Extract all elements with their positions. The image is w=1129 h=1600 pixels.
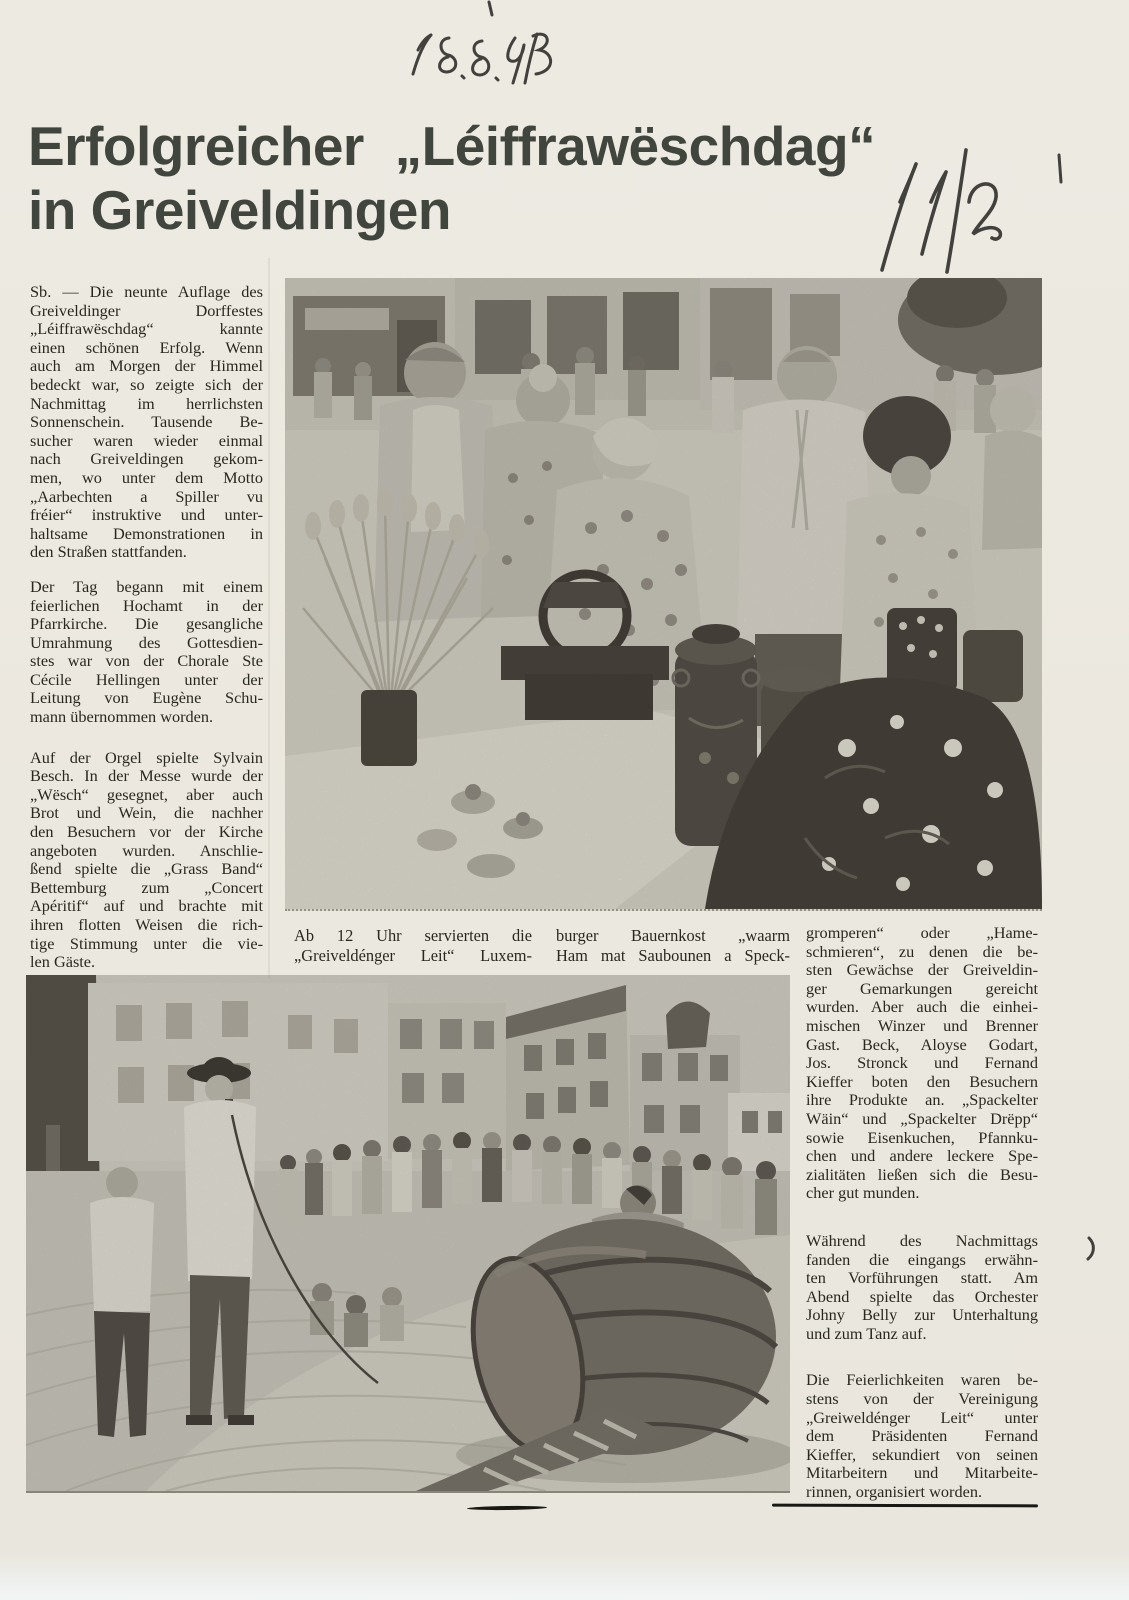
article-left-column [30, 283, 263, 972]
headline-line-1: Erfolgreicher „Léiffrawëschdag“ [28, 115, 876, 177]
article-paragraph: Der Tag begann mit einem feierlichen Hochamt in der Pfarrkirche. Die gesangliche Umrahmung des Gottesdien- stes war von der Chorale Ste Cécile Hellingen unter der Leitung von Eugène Schu- mann übernommen worden. [30, 576, 263, 727]
article-right-column [806, 924, 1038, 1502]
photo-caption-column-2: burger Bauernkost „waarm Ham mat Saubounen a Speck- [556, 926, 790, 965]
small-ink-mark [467, 1505, 547, 1510]
headline-line-2: in Greiveldingen [28, 179, 451, 241]
photo-barrel-illustration [26, 975, 790, 1491]
bottom-rule-right-column [772, 1504, 1038, 1508]
stray-pen-mark-bracket [1088, 1238, 1093, 1259]
article-paragraph: Während des Nachmittags fanden die eingangs erwähn- ten Vorführungen statt. Am Abend spielte das Orchester Johny Belly zur Unterhaltung und zum Tanz auf. [806, 1230, 1038, 1343]
stray-pen-tick-right [1059, 155, 1061, 182]
paper-crease [268, 258, 270, 978]
photo-barrel-scene [26, 975, 790, 1493]
handwritten-date-annotation [413, 34, 551, 83]
article-headline [28, 114, 928, 242]
photo-market-illustration [285, 278, 1042, 909]
article-paragraph: Sb. — Die neunte Auflage des Greiveldinger Dorffestes „Léiffrawëschdag“ kannte einen schönen Erfolg. Wenn auch am Morgen der Himmel bedeckt war, so zeigte sich der Nachmittag im herrlichsten Sonnenschein. Tausende Be- sucher waren wieder einmal nach Greiveldingen gekom- men, wo unter dem Motto „Aarbechten a Spiller vu fréier“ instruktive und unter- haltsame Demonstrationen in den Straßen stattfanden. [30, 282, 263, 562]
article-paragraph: gromperen“ oder „Hame- schmieren“, zu denen die be- sten Gewächse der Greiveldin- ger Gemarkungen gereicht wurden. Aber auch die einhei- mischen Winzer und Brenner Gast. Beck, Aloyse Godart, Jos. Stronck und Fernand Kieffer boten den Besuchern ihre Produkte an. „Spackelter Wäin“ und „Spackelter Drëpp“ sowie Eisenkuchen, Pfannku- chen und andere leckere Spe- zialitäten ließen sich die Besu- cher gut munden. [806, 923, 1038, 1203]
photo-caption-column-1: Ab 12 Uhr servierten die „Greiveldénger Leit“ Luxem- [294, 926, 532, 965]
article-paragraph: Die Feierlichkeiten waren be- stens von der Vereinigung „Greiweldénger Leit“ unter dem Präsidenten Fernand Kieffer, sekundiert von seinen Mitarbeitern und Mitarbeite- rinnen, organisiert worden. [806, 1370, 1038, 1502]
stray-pen-tick-top [489, 2, 492, 15]
photo-market-scene [285, 278, 1042, 911]
article-paragraph: Auf der Orgel spielte Sylvain Besch. In der Messe wurde der „Wësch“ gesegnet, aber auch Brot und Wein, die nachher den Besuchern vor der Kirche angeboten wurden. Anschlie- ßend spielte die „Grass Band“ Bettemburg zum „Concert Apéritif“ auf und brachte mit ihren flotten Weisen die rich- tige Stimmung unter die vie- len Gäste. [30, 747, 263, 972]
